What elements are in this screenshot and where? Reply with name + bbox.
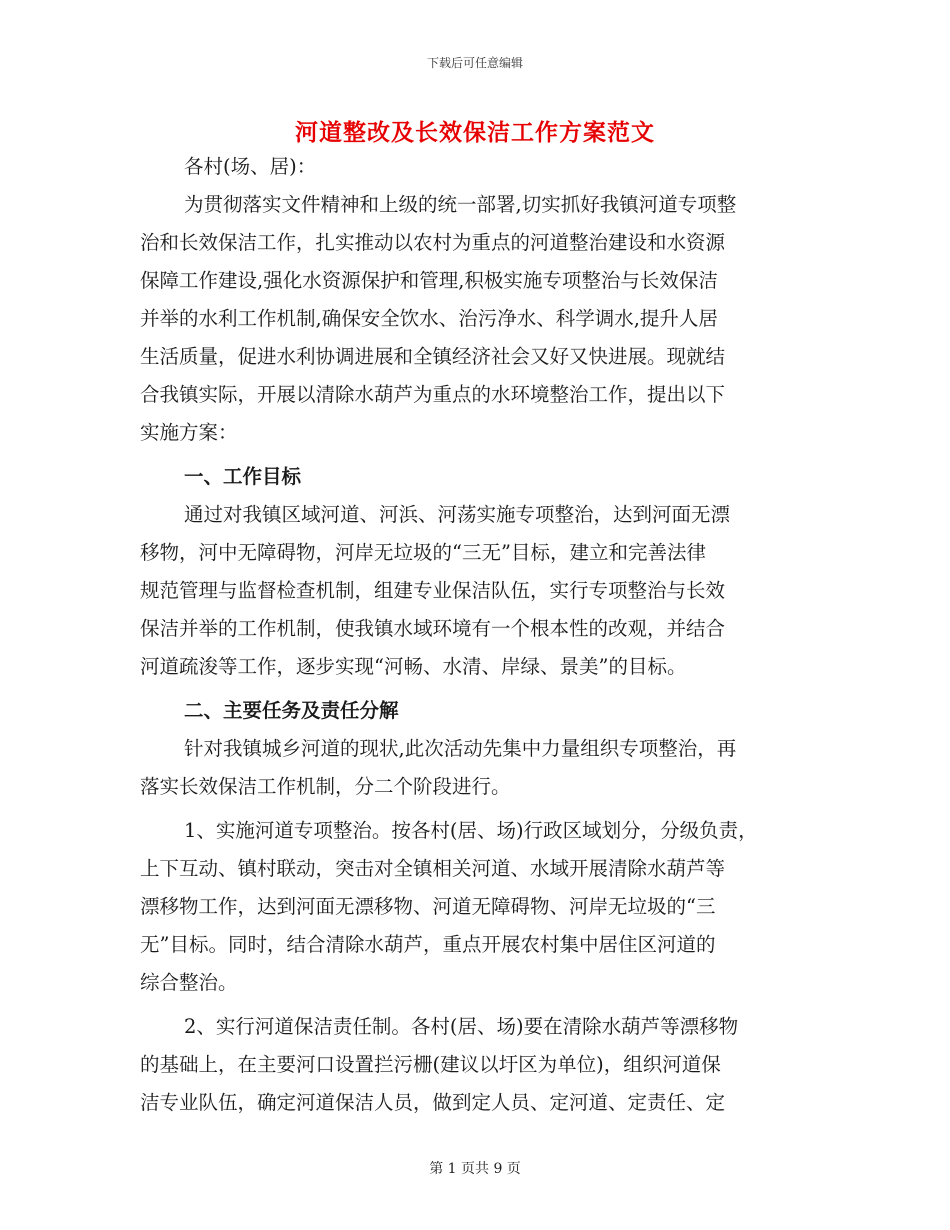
paragraph-line: 针对我镇城乡河道的现状,此次活动先集中力量组织专项整治，再 [184, 737, 737, 760]
section-heading-tasks: 二、主要任务及责任分解 [184, 699, 399, 722]
paragraph-line: 移物，河中无障碍物，河岸无垃圾的“三无”目标，建立和完善法律 [140, 541, 706, 564]
paragraph-line: 洁专业队伍，确定河道保洁人员，做到定人员、定河道、定责任、定 [140, 1091, 726, 1114]
paragraph-line: 无”目标。同时，结合清除水葫芦，重点开展农村集中居住区河道的 [140, 933, 716, 956]
paragraph-line: 实施方案： [140, 421, 238, 444]
document-body [140, 148, 812, 1122]
paragraph-line: 治和长效保洁工作，扎实推动以农村为重点的河道整治建设和水资源 [140, 231, 726, 254]
paragraph-line: 河道疏浚等工作，逐步实现“河畅、水清、岸绿、景美”的目标。 [140, 655, 687, 678]
paragraph-line: 并举的水利工作机制,确保安全饮水、治污净水、科学调水,提升人居 [140, 307, 718, 330]
paragraph-line: 保洁并举的工作机制，使我镇水域环境有一个根本性的改观，并结合 [140, 617, 726, 640]
page-footer: 第 1 页共 9 页 [429, 1161, 521, 1177]
task-item-2 [140, 1008, 812, 1122]
paragraph-line: 为贯彻落实文件精神和上级的统一部署,切实抓好我镇河道专项整 [184, 193, 737, 216]
paragraph-line: 1、实施河道专项整治。按各村(居、场)行政区域划分，分级负责， [184, 819, 758, 842]
paragraph-line: 保障工作建设,强化水资源保护和管理,积极实施专项整治与长效保洁 [140, 269, 718, 292]
task-item-1 [140, 812, 812, 1002]
paragraph-line: 通过对我镇区域河道、河浜、河荡实施专项整治，达到河面无漂 [184, 503, 731, 526]
paragraph-line: 生活质量，促进水利协调进展和全镇经济社会又好又快进展。现就结 [140, 345, 726, 368]
goals-paragraph [140, 496, 812, 686]
paragraph-line: 综合整治。 [140, 971, 238, 994]
paragraph-line: 的基础上，在主要河口设置拦污栅(建议以圩区为单位)，组织河道保 [140, 1053, 721, 1076]
salutation: 各村(场、居)： [184, 155, 317, 178]
page-header-note: 下载后可任意编辑 [426, 56, 523, 70]
document-title: 河道整改及长效保洁工作方案范文 [295, 119, 655, 146]
section-heading-goals: 一、工作目标 [184, 465, 302, 488]
paragraph-line: 规范管理与监督检查机制，组建专业保洁队伍，实行专项整治与长效 [140, 579, 726, 602]
paragraph-line: 2、实行河道保洁责任制。各村(居、场)要在清除水葫芦等漂移物 [184, 1015, 739, 1038]
paragraph-line: 漂移物工作，达到河面无漂移物、河道无障碍物、河岸无垃圾的“三 [140, 895, 716, 918]
tasks-intro-paragraph [140, 730, 812, 806]
intro-paragraph [140, 186, 812, 452]
paragraph-line: 上下互动、镇村联动，突击对全镇相关河道、水域开展清除水葫芦等 [140, 857, 726, 880]
paragraph-line: 合我镇实际，开展以清除水葫芦为重点的水环境整治工作，提出以下 [140, 383, 726, 406]
paragraph-line: 落实长效保洁工作机制，分二个阶段进行。 [140, 775, 511, 798]
